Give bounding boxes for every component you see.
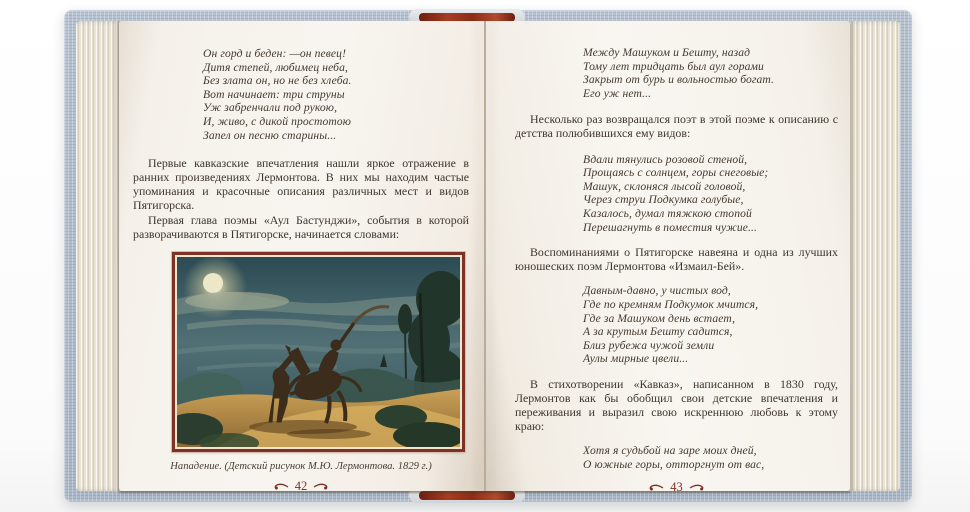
poem-excerpt-4 <box>583 444 838 471</box>
flourish-left-icon <box>648 483 664 492</box>
page-number-left <box>133 479 469 494</box>
paragraph: Первая глава поэмы «Аул Бастунджи», события в которой разворачиваются в Пятигорске, начинается словами: <box>133 212 469 241</box>
poem-line: Казалось, думал тяжкою стопой <box>583 206 752 220</box>
poem-line: Тому лет тридцать был аул горами <box>583 59 764 73</box>
body-text-1 <box>515 112 838 140</box>
poem-line: Вот начинает: три струны <box>203 87 345 101</box>
page-number-right <box>515 480 838 495</box>
poem-line: Где за Машуком день встает, <box>583 311 736 325</box>
body-text-3 <box>515 377 838 433</box>
poem-line: А за крутым Бешту садится, <box>583 325 733 339</box>
poem-line: Аулы мирные цвели... <box>583 352 689 366</box>
page-edges-right <box>850 21 900 491</box>
paragraph: Воспоминаниями о Пятигорске навеяна и одна из лучших юношеских поэм Лермонтова «Измаил-Бей». <box>515 245 838 274</box>
poem-excerpt-2 <box>583 153 838 235</box>
poem-line: Хотя я судьбой на заре моих дней, <box>583 444 757 458</box>
poem-excerpt-3 <box>583 284 838 366</box>
poem-line: Закрыт от бурь и вольностью богат. <box>583 73 775 87</box>
poem-line: Он горд и беден: —он певец! <box>203 47 347 60</box>
poem-line: Близ рубежа чужой земли <box>583 338 715 352</box>
attack-drawing-illustration <box>177 257 460 447</box>
body-text-left <box>133 156 469 241</box>
poem-line: Через струи Подкумка голубые, <box>583 193 744 207</box>
right-page <box>485 21 850 495</box>
flourish-right-icon <box>689 483 705 492</box>
poem-line: И, живо, с дикой простотою <box>203 114 352 128</box>
flourish-left-icon <box>273 482 289 491</box>
page-number-label: 42 <box>294 478 308 493</box>
poem-line: Запел он песню старины... <box>203 128 337 142</box>
paragraph: В стихотворении «Кавказ», написанном в 1830 году, Лермонтов как бы обобщил свои детские впечатления и переживания и выразил свою искреннюю любовь к этому краю: <box>515 376 838 434</box>
flourish-right-icon <box>313 482 329 491</box>
paragraph: Первые кавказские впечатления нашли яркое отражение в ранних произведениях Лермонтова. В них мы находим частые упоминания и красочные описания различных мест и видов Пятигорска. <box>133 156 469 213</box>
poem-line: Вдали тянулись розовой стеной, <box>583 152 748 166</box>
page-edges-left <box>76 21 119 491</box>
book-spread <box>119 21 850 495</box>
book-gutter <box>484 21 486 491</box>
poem-line: Прощаясь с солнцем, горы снеговые; <box>583 166 769 180</box>
paragraph: Несколько раз возвращался поэт в этой поэме к описанию с детства полюбившихся ему видов: <box>515 112 838 141</box>
poem-excerpt-left <box>203 47 469 142</box>
poem-line: Без злата он, но не без хлеба. <box>203 74 352 88</box>
poem-line: Машук, склоняся лысой головой, <box>583 179 746 193</box>
poem-line: Его уж нет... <box>583 86 652 100</box>
poem-excerpt-1 <box>583 46 838 100</box>
poem-line: Дитя степей, любимец неба, <box>203 60 348 74</box>
illustration-frame <box>172 252 465 452</box>
poem-line: Давным-давно, у чистых вод, <box>583 284 731 298</box>
body-text-2 <box>515 245 838 273</box>
left-page <box>119 21 485 491</box>
open-book <box>64 10 912 502</box>
poem-line: Где по кремням Подкумок мчится, <box>583 297 759 311</box>
poem-line: Между Машуком и Бешту, назад <box>583 46 751 59</box>
page-number-label: 43 <box>670 480 683 495</box>
poem-line: Уж забренчали под рукою, <box>203 101 338 115</box>
illustration-caption: Нападение. (Детский рисунок М.Ю. Лермонтова. 1829 г.) <box>170 460 432 472</box>
poem-line: Перешагнуть в поместия чужие... <box>583 220 757 234</box>
poem-line: О южные горы, отторгнут от вас, <box>583 457 765 471</box>
